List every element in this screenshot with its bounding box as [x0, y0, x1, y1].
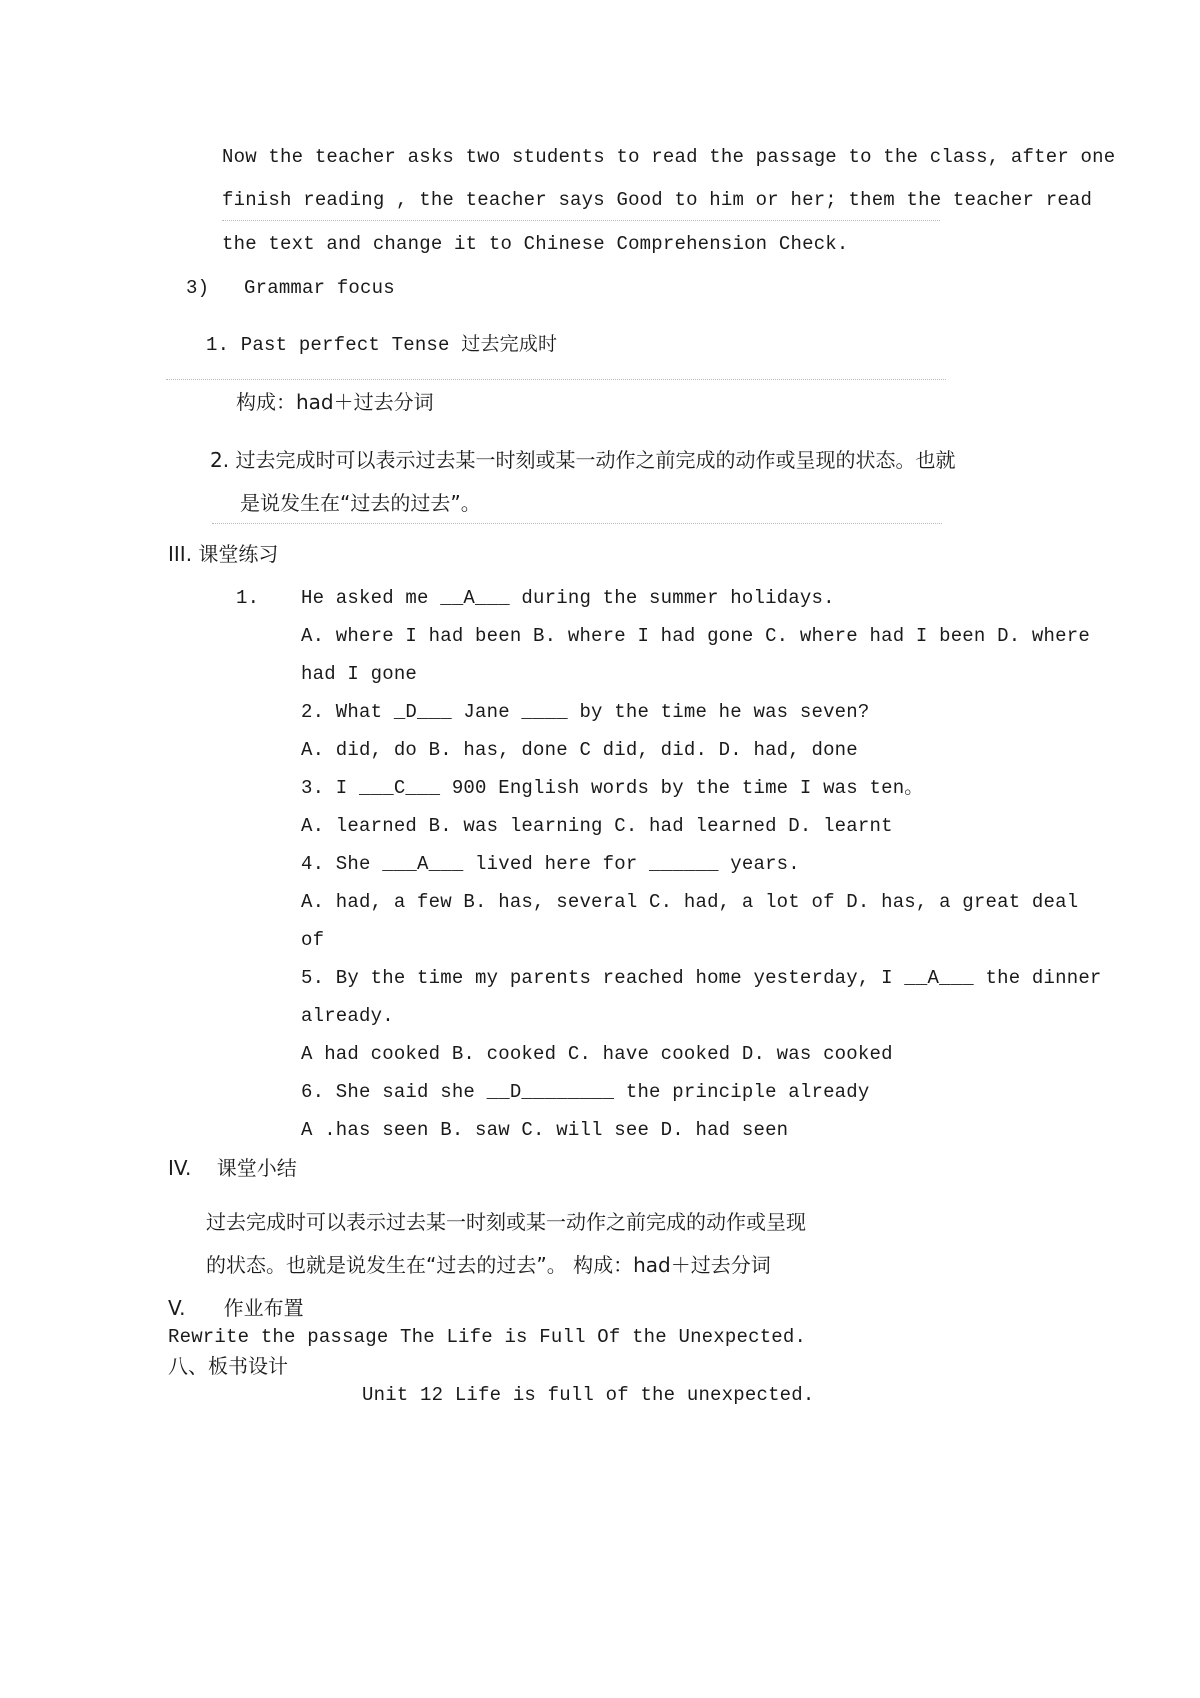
question-4-options-2: of	[301, 929, 325, 951]
homework-heading: V. 作业布置	[168, 1296, 304, 1320]
grammar-heading: 3) Grammar focus	[186, 277, 395, 299]
intro-line-1: Now the teacher asks two students to read the passage to the class, after one	[222, 146, 1116, 168]
question-4: 4. She ___A___ lived here for ______ years.	[301, 853, 800, 875]
question-2-options: A. did, do B. has, done C did, did. D. had, done	[301, 739, 858, 761]
homework-task: Rewrite the passage The Life is Full Of the Unexpected.	[168, 1326, 807, 1348]
grammar-item-1: 1. Past perfect Tense 过去完成时	[206, 334, 558, 356]
question-1: He asked me __A___ during the summer holidays.	[301, 587, 835, 609]
question-3: 3. I ___C___ 900 English words by the time I was ten。	[301, 777, 924, 799]
question-4-options-1: A. had, a few B. has, several C. had, a lot of D. has, a great deal	[301, 891, 1079, 913]
exercise-heading: III. 课堂练习	[168, 542, 279, 566]
intro-line-3: the text and change it to Chinese Comprehension Check.	[222, 233, 849, 255]
dotted-rule	[166, 379, 946, 380]
dotted-rule	[212, 523, 942, 524]
question-5: 5. By the time my parents reached home yesterday, I __A___ the dinner	[301, 967, 1102, 989]
summary-heading: IV. 课堂小结	[168, 1156, 297, 1180]
board-title: Unit 12 Life is full of the unexpected.	[362, 1384, 815, 1406]
summary-line-2: 的状态。也就是说发生在“过去的过去”。 构成：had＋过去分词	[206, 1253, 771, 1277]
question-5-continued: already.	[301, 1005, 394, 1027]
question-2: 2. What _D___ Jane ____ by the time he was seven?	[301, 701, 870, 723]
grammar-item-2-line-1: 2. 过去完成时可以表示过去某一时刻或某一动作之前完成的动作或呈现的状态。也就	[210, 448, 956, 472]
dotted-rule	[222, 220, 940, 221]
question-1-options-2: had I gone	[301, 663, 418, 685]
question-5-options: A had cooked B. cooked C. have cooked D. was cooked	[301, 1043, 893, 1065]
question-1-number: 1.	[236, 587, 260, 609]
grammar-structure: 构成：had＋过去分词	[236, 390, 434, 414]
grammar-item-2-line-2: 是说发生在“过去的过去”。	[240, 491, 481, 515]
question-3-options: A. learned B. was learning C. had learned D. learnt	[301, 815, 893, 837]
board-heading: 八、板书设计	[168, 1354, 288, 1378]
question-6: 6. She said she __D________ the principle already	[301, 1081, 870, 1103]
intro-line-2: finish reading , the teacher says Good to him or her; them the teacher read	[222, 189, 1093, 211]
summary-line-1: 过去完成时可以表示过去某一时刻或某一动作之前完成的动作或呈现	[206, 1210, 806, 1234]
question-6-options: A .has seen B. saw C. will see D. had seen	[301, 1119, 789, 1141]
question-1-options-1: A. where I had been B. where I had gone C. where had I been D. where	[301, 625, 1090, 647]
